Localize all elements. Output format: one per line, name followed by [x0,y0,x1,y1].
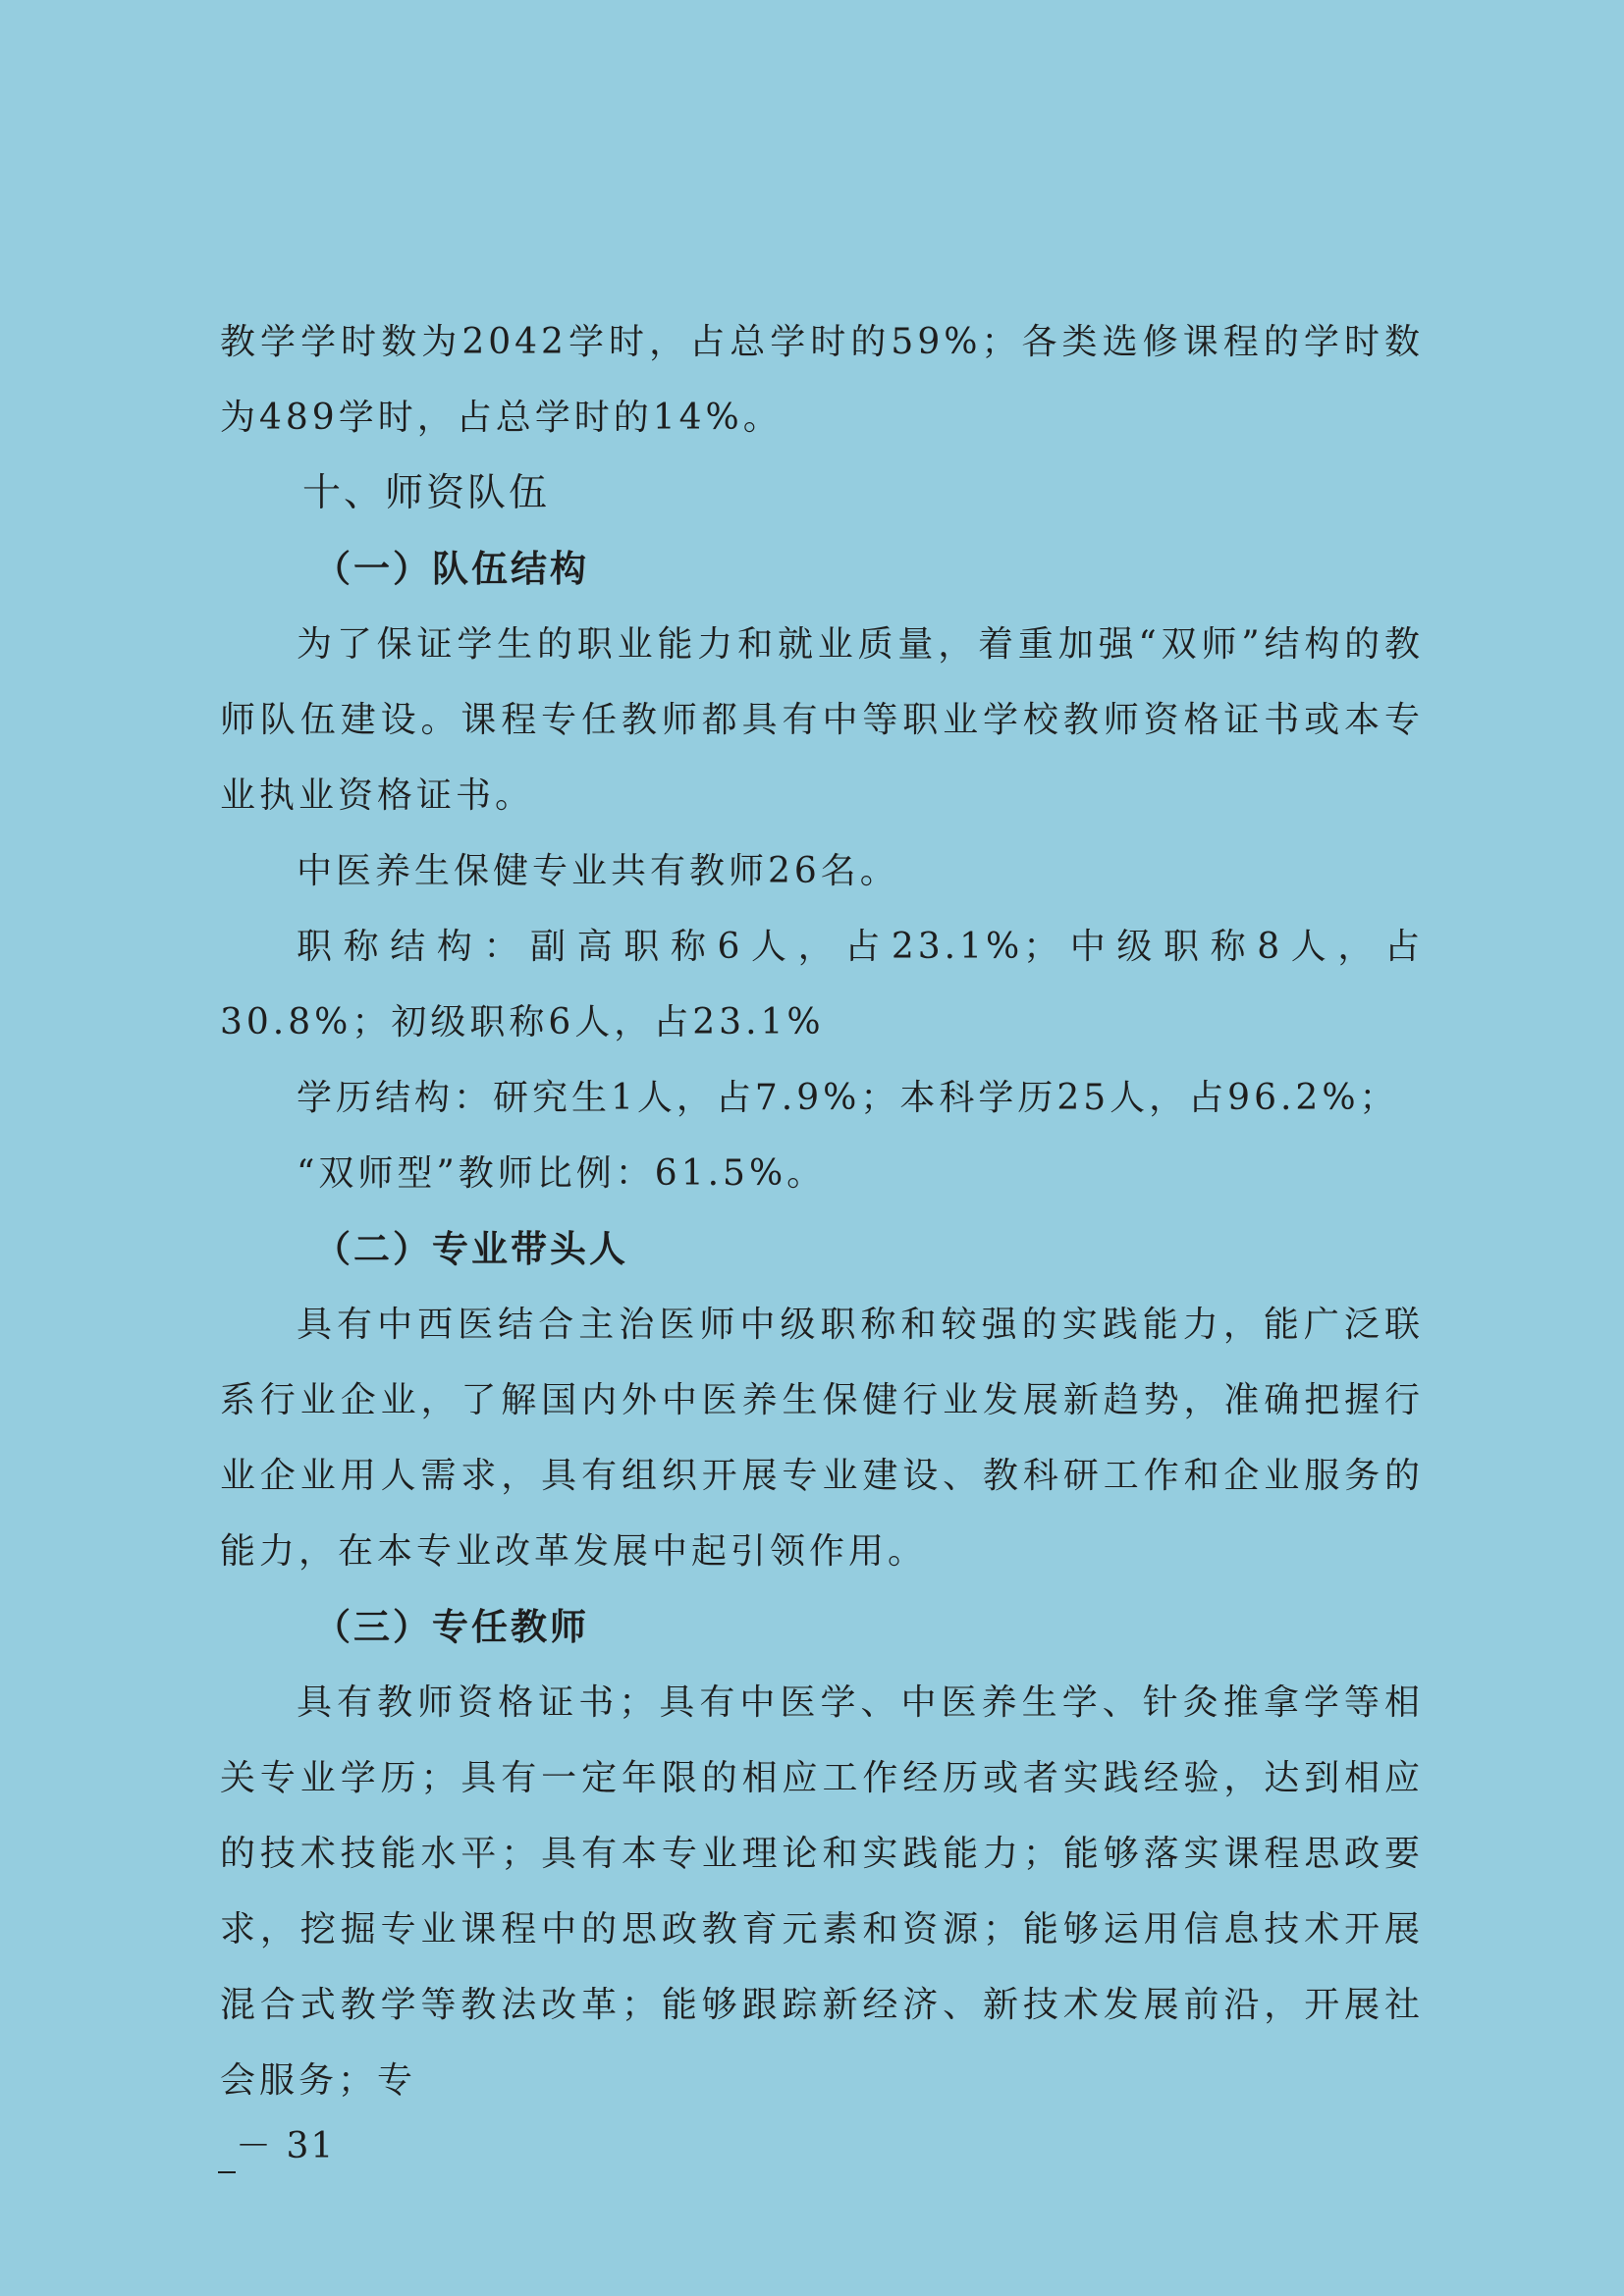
page-number: － 31 [236,2126,336,2166]
section-heading-faculty: 十、师资队伍 [302,471,551,515]
paragraph-double-teacher: 为了保证学生的职业能力和就业质量，着重加强“双师”结构的教师队伍建设。课程专任教师都具有中等职业学校教师资格证书或本专业执业资格证书。 [220,624,1424,816]
paragraph-hours: 教学学时数为2042学时，占总学时的59%；各类选修课程的学时数为489学时，占总学时的14%。 [220,322,1424,438]
page-body [220,304,1424,2118]
paragraph-title-structure: 职称结构：副高职称6人，占23.1%；中级职称8人，占30.8%；初级职称6人，占23.1% [220,927,1424,1042]
subheading-team-structure: （一）队伍结构 [314,548,589,590]
footer-dash-mark [218,2171,236,2173]
paragraph-teacher-count: 中医养生保健专业共有教师26名。 [297,851,899,891]
paragraph-double-teacher-ratio: “双师型”教师比例：61.5%。 [297,1153,827,1194]
paragraph-education-structure: 学历结构：研究生1人，占7.9%；本科学历25人，占96.2%； [297,1078,1399,1118]
subheading-program-leader: （二）专业带头人 [314,1228,628,1270]
subheading-fulltime-teachers: （三）专任教师 [314,1606,589,1648]
paragraph-teacher-requirements: 具有教师资格证书；具有中医学、中医养生学、针灸推拿学等相关专业学历；具有一定年限的相应工作经历或者实践经验，达到相应的技术技能水平；具有本专业理论和实践能力；能够落实课程思政要求，挖掘专业课程中的思政教育元素和资源；能够运用信息技术开展混合式教学等教法改革；能够跟踪新经济、新技术发展前沿，开展社会服务；专 [220,1682,1424,2101]
paragraph-leader-requirements: 具有中西医结合主治医师中级职称和较强的实践能力，能广泛联系行业企业，了解国内外中医养生保健行业发展新趋势，准确把握行业企业用人需求，具有组织开展专业建设、教科研工作和企业服务的能力，在本专业改革发展中起引领作用。 [220,1305,1424,1572]
